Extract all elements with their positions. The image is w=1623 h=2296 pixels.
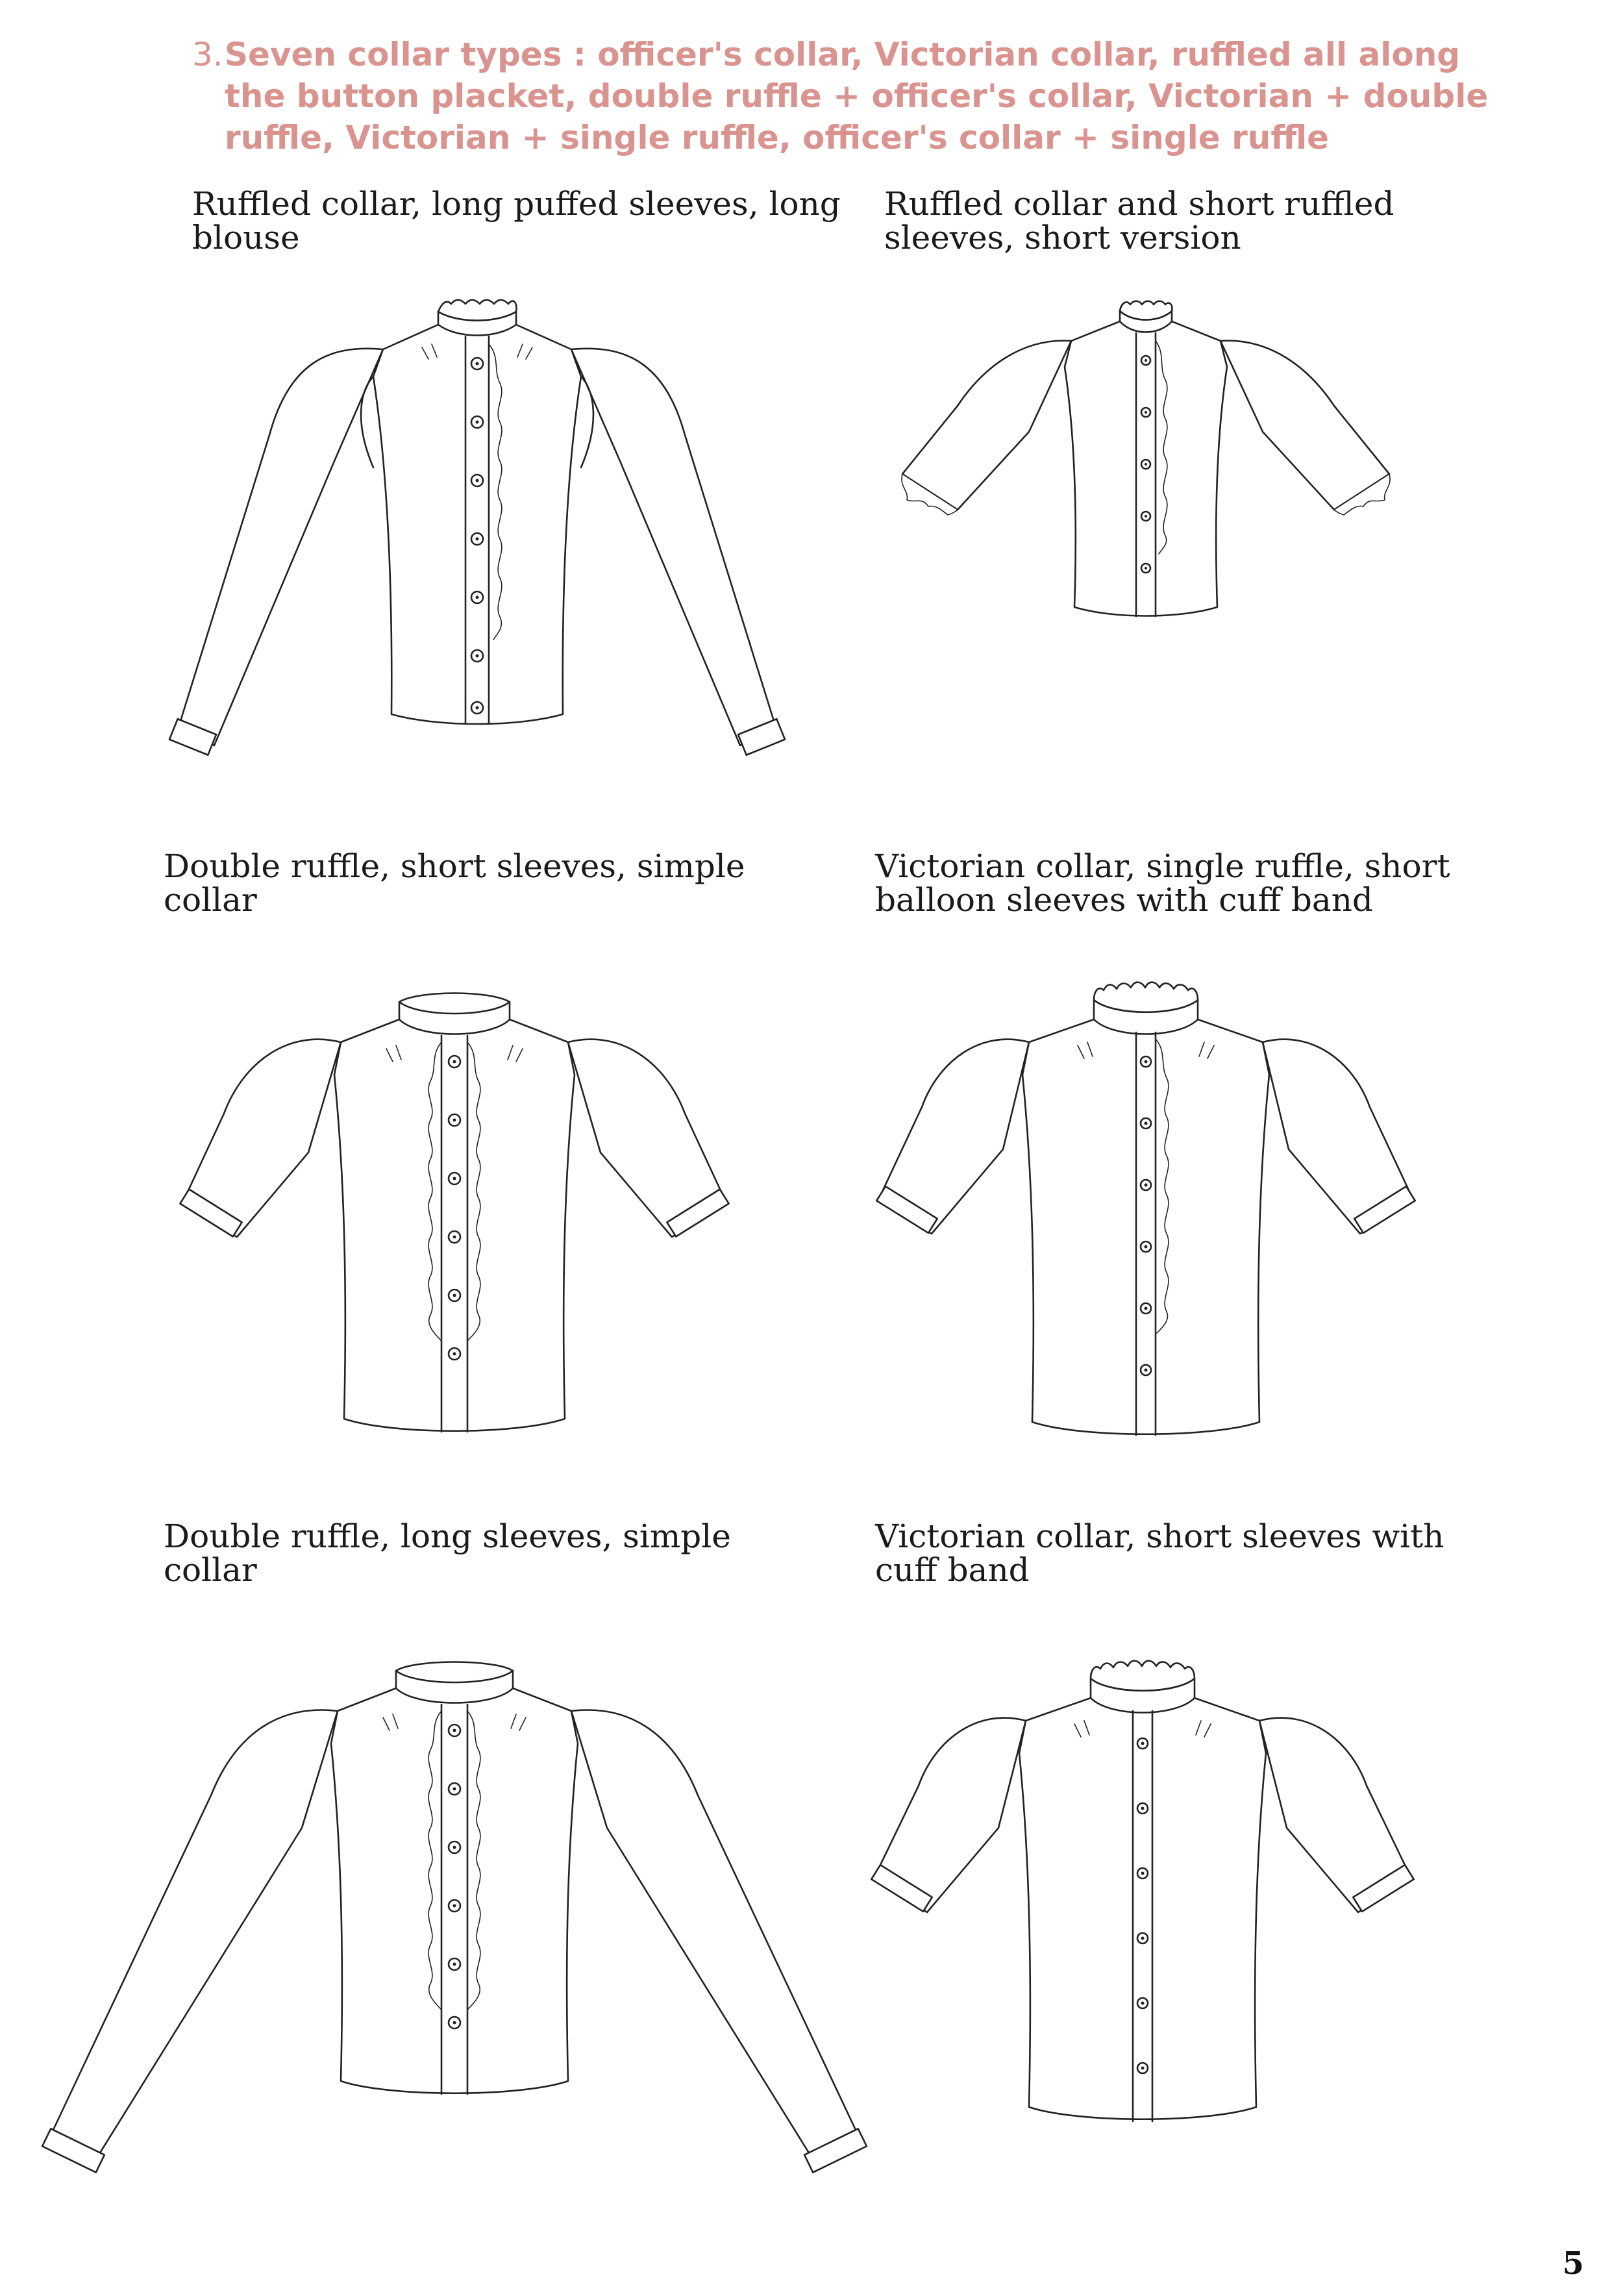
caption-variant-5: Double ruffle, long sleeves, simple collar [164, 1517, 731, 1589]
section-heading [192, 34, 1491, 158]
caption-variant-1: Ruffled collar, long puffed sleeves, long blouse [192, 185, 841, 256]
caption-variant-4: Victorian collar, single ruffle, short balloon sleeves with cuff band [875, 847, 1450, 919]
page-number: 5 [1562, 2245, 1584, 2282]
sketch-short-ruffled-sleeve-blouse [899, 302, 1393, 640]
caption-variant-3: Double ruffle, short sleeves, simple collar [164, 847, 745, 919]
sketch-double-ruffle-short-sleeve-blouse [179, 990, 730, 1458]
sketch-victorian-short-sleeve-blouse [870, 1653, 1415, 2146]
section-number: 3. [192, 36, 223, 73]
sketch-double-ruffle-long-sleeve-blouse [42, 1659, 867, 2198]
caption-variant-6: Victorian collar, short sleeves with cuff band [875, 1517, 1444, 1589]
sketch-long-sleeve-ruffled-collar-blouse [166, 299, 789, 792]
caption-variant-2: Ruffled collar and short ruffled sleeves, short version [884, 185, 1394, 256]
sketch-victorian-single-ruffle-blouse [876, 977, 1415, 1458]
section-title: Seven collar types : officer's collar, Victorian collar, ruffled all along the button placket, double ruffle + officer's collar, Victorian + double ruffle, Victorian + single ruffle, officer's collar + single ruffle [225, 36, 1489, 156]
